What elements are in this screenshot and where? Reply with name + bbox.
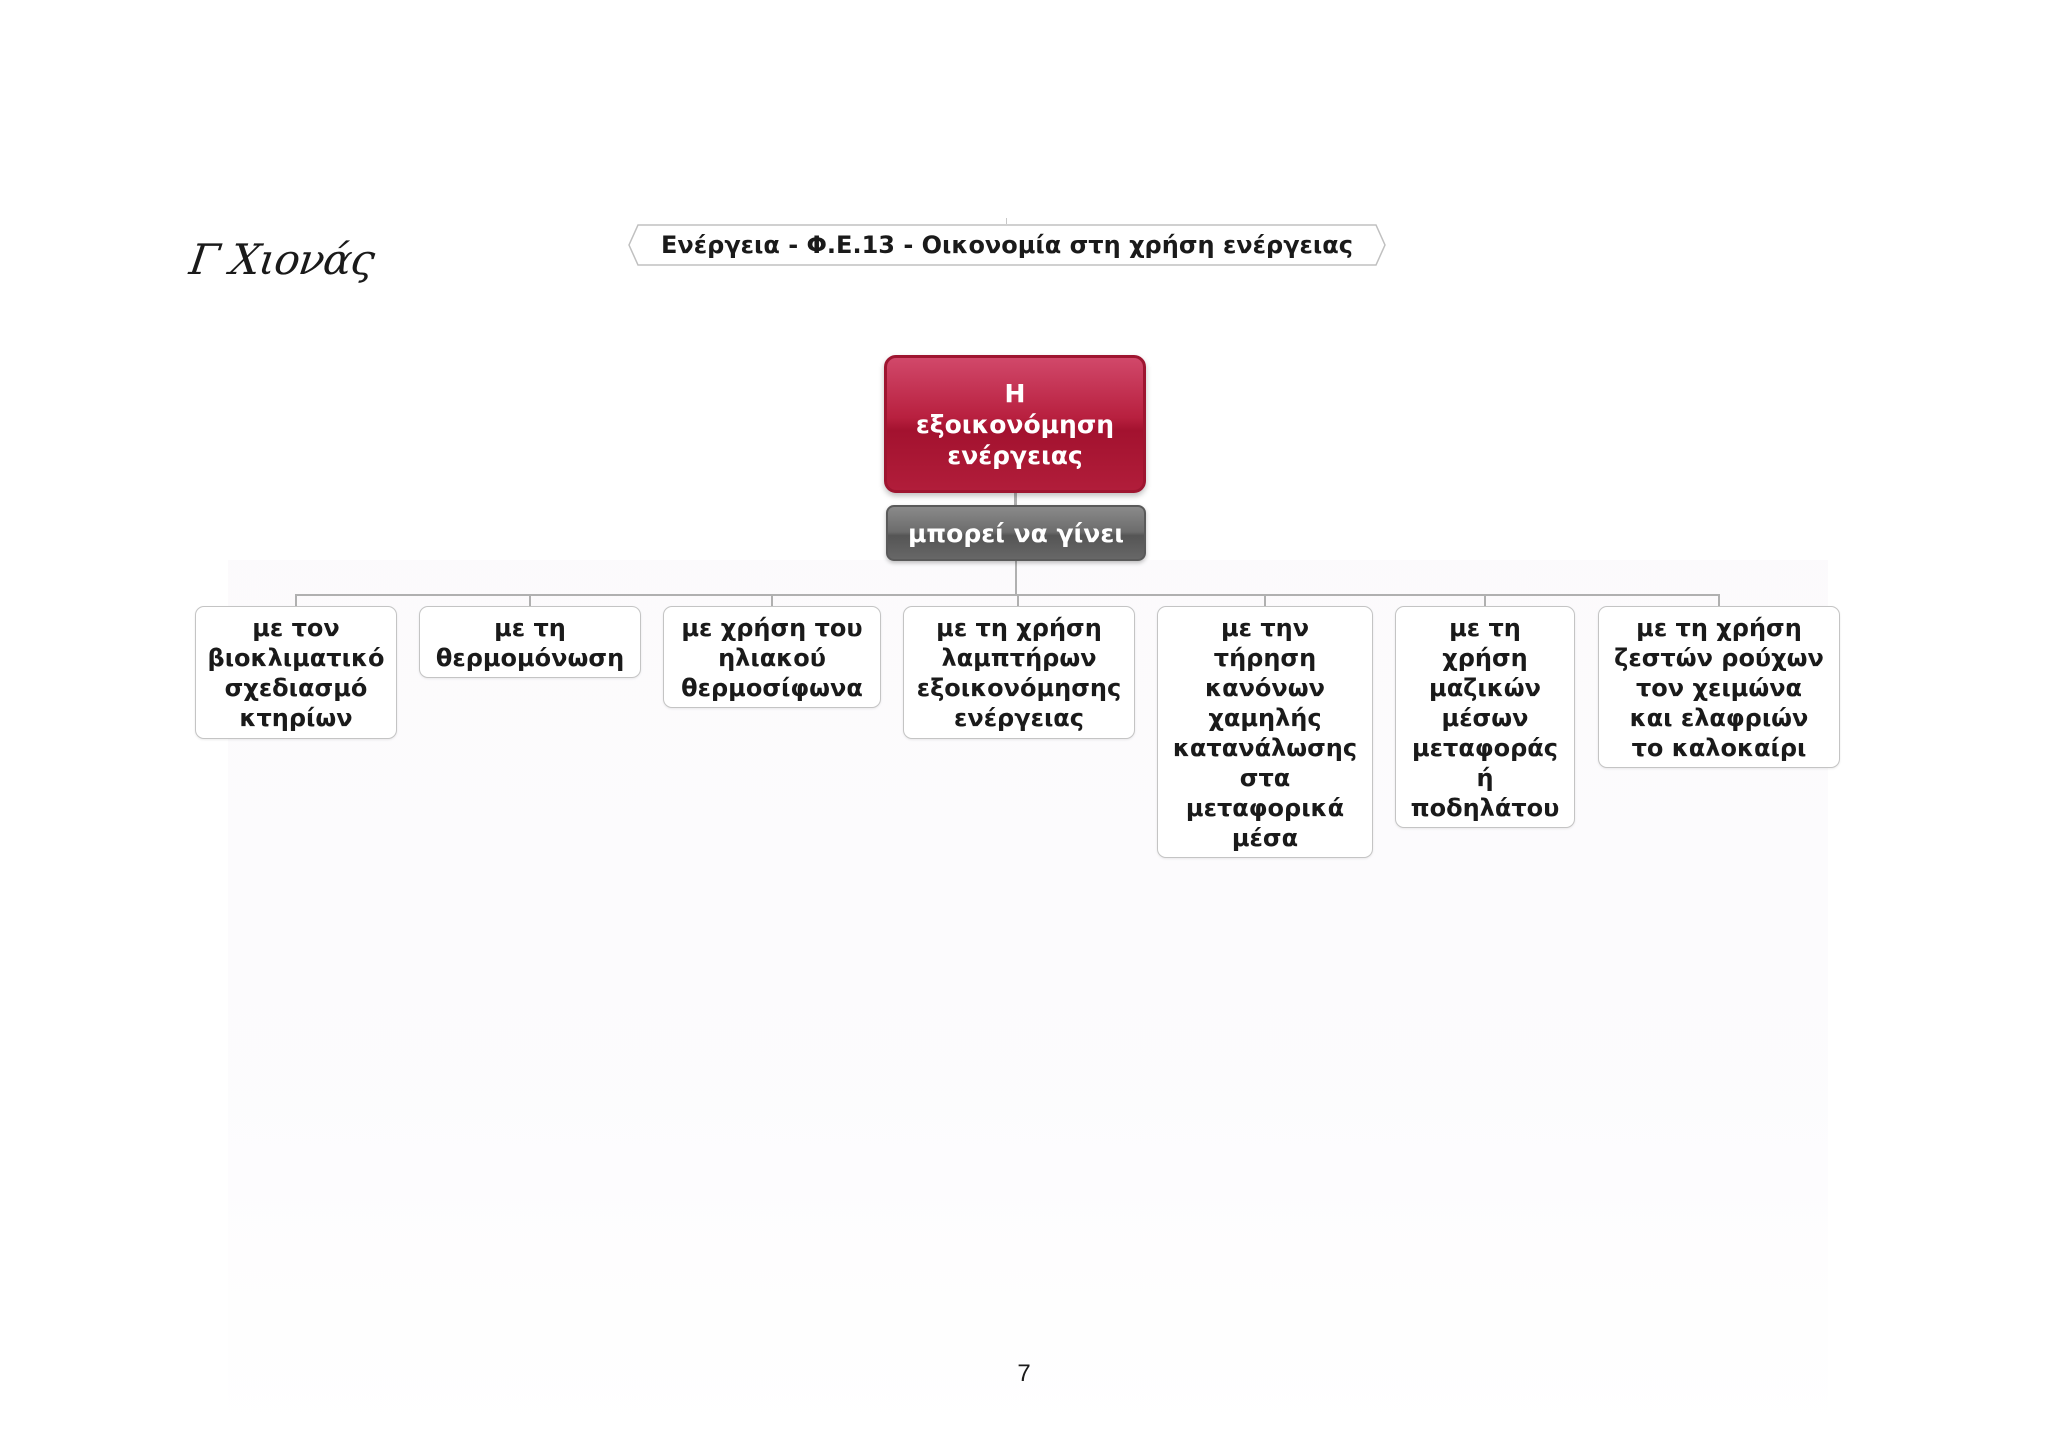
linking-phrase-label: μπορεί να γίνει xyxy=(908,518,1124,548)
leaf-line: με τη xyxy=(494,614,566,642)
root-line: ενέργειας xyxy=(947,440,1083,470)
leaf-drop-7 xyxy=(1718,594,1720,606)
leaf-node-public-transport-bicycle xyxy=(1395,606,1575,828)
root-node-label xyxy=(915,378,1115,471)
leaf-line: εξοικονόμησης xyxy=(916,674,1122,702)
leaf-drop-5 xyxy=(1264,594,1266,606)
leaf-line: μέσων xyxy=(1441,704,1529,732)
leaf-line: λαμπτήρων xyxy=(941,644,1097,672)
leaf-node-thermal-insulation xyxy=(419,606,641,678)
page-number: 7 xyxy=(1017,1360,1031,1387)
leaf-line: με τη χρήση xyxy=(1636,614,1802,642)
leaf-line: κανόνων xyxy=(1205,674,1325,702)
leaf-drop-4 xyxy=(1017,594,1019,606)
leaf-node-solar-water-heater xyxy=(663,606,881,708)
link-to-bus-connector xyxy=(1015,561,1017,595)
leaf-line: χρήση xyxy=(1442,644,1528,672)
leaf-line: ή xyxy=(1476,764,1494,792)
root-node-energy-saving xyxy=(884,355,1146,493)
leaf-line: και ελαφριών xyxy=(1629,704,1809,732)
root-to-link-connector xyxy=(1014,493,1017,505)
leaf-line: θερμομόνωση xyxy=(435,644,625,672)
leaf-line: με χρήση του xyxy=(681,614,863,642)
leaf-line: στα xyxy=(1239,764,1291,792)
leaf-node-energy-saving-lamps xyxy=(903,606,1135,739)
leaf-line: κατανάλωσης xyxy=(1172,734,1358,762)
leaf-line: τον χειμώνα xyxy=(1635,674,1803,702)
leaf-line: μέσα xyxy=(1231,824,1299,852)
leaf-line: μαζικών xyxy=(1429,674,1541,702)
leaf-line: με τον xyxy=(252,614,340,642)
leaf-line: μεταφορικά xyxy=(1185,794,1345,822)
diagram-title-frame xyxy=(628,224,1386,266)
leaf-line: ποδηλάτου xyxy=(1410,794,1560,822)
leaf-line: βιοκλιματικό xyxy=(207,644,385,672)
leaf-line: με τη χρήση xyxy=(936,614,1102,642)
leaf-node-bioclimatic-design xyxy=(195,606,397,739)
diagram-title: Ενέργεια - Φ.Ε.13 - Οικονομία στη χρήση ενέργειας xyxy=(661,231,1353,259)
leaf-line: ηλιακού xyxy=(718,644,826,672)
leaf-drop-3 xyxy=(771,594,773,606)
leaf-line: με την xyxy=(1220,614,1310,642)
leaf-node-seasonal-clothing xyxy=(1598,606,1840,768)
author-signature: Γ Χιονάς xyxy=(186,235,378,284)
leaf-line: ζεστών ρούχων xyxy=(1614,644,1824,672)
leaf-drop-6 xyxy=(1484,594,1486,606)
leaf-line: κτηρίων xyxy=(239,704,353,732)
leaf-line: ενέργειας xyxy=(953,704,1085,732)
root-line: εξοικονόμηση xyxy=(915,409,1115,439)
horizontal-bus-connector xyxy=(295,594,1720,596)
leaf-line: μεταφοράς xyxy=(1412,734,1558,762)
linking-phrase-node xyxy=(886,505,1146,561)
leaf-line: το καλοκαίρι xyxy=(1631,734,1807,762)
leaf-line: σχεδιασμό xyxy=(224,674,368,702)
root-line: Η xyxy=(1004,378,1026,408)
leaf-line: θερμοσίφωνα xyxy=(681,674,863,702)
leaf-node-low-consumption-transport xyxy=(1157,606,1373,858)
leaf-line: χαμηλής xyxy=(1208,704,1322,732)
leaf-line: με τη xyxy=(1449,614,1521,642)
leaf-drop-1 xyxy=(295,594,297,606)
leaf-line: τήρηση xyxy=(1213,644,1317,672)
leaf-drop-2 xyxy=(529,594,531,606)
